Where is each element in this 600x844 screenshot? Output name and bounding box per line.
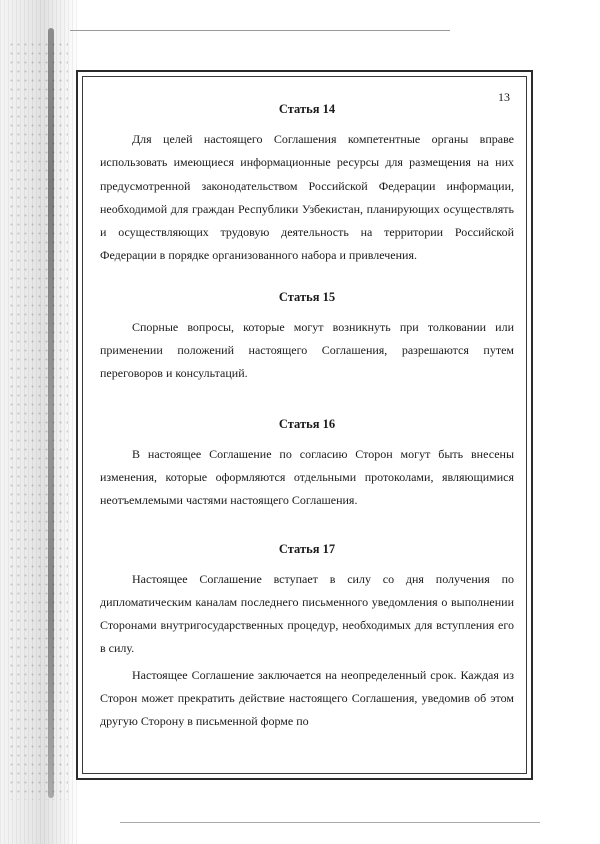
article-15 [100, 288, 514, 386]
article-paragraph: Настоящее Соглашение вступает в силу со дня получения по дипломатическим каналам последнего письменного уведомления о выполнении Сторонами внутригосударственных процедур, необходимых для вступления его в силу. [100, 571, 514, 656]
article-17 [100, 540, 514, 734]
article-heading: Статья 16 [278, 416, 336, 431]
article-paragraph: Спорные вопросы, которые могут возникнуть при толковании или применении положений настоящего Соглашения, разрешаются путем переговоров и консультаций. [100, 319, 514, 381]
article-heading: Статья 17 [278, 541, 336, 556]
bottom-rule [120, 822, 540, 823]
scan-noise [8, 40, 68, 800]
document-body [100, 100, 514, 734]
article-paragraph: В настоящее Соглашение по согласию Сторон могут быть внесены изменения, которые оформляются отдельными протоколами, являющимися неотъемлемыми частями настоящего Соглашения. [100, 446, 514, 508]
article-heading: Статья 14 [278, 102, 336, 116]
article-16 [100, 415, 514, 513]
top-rule [70, 30, 450, 31]
article-paragraph: Для целей настоящего Соглашения компетентные органы вправе использовать имеющиеся информационные ресурсы для размещения на них предусмотренной законодательством Российской Федерации информации, необходимой для граждан Республики Узбекистан, планирующих осуществлять и осуществляющих трудовую деятельность на территории Российской Федерации в порядке организованного набора и привлечения. [100, 132, 514, 263]
article-heading: Статья 15 [278, 289, 336, 304]
scan-streak [48, 28, 54, 798]
page-number: 13 [498, 90, 510, 104]
article-paragraph: Настоящее Соглашение заключается на неопределенный срок. Каждая из Сторон может прекратить действие настоящего Соглашения, уведомив об этом другую Сторону в письменной форме по [100, 667, 514, 729]
article-14 [100, 100, 514, 268]
